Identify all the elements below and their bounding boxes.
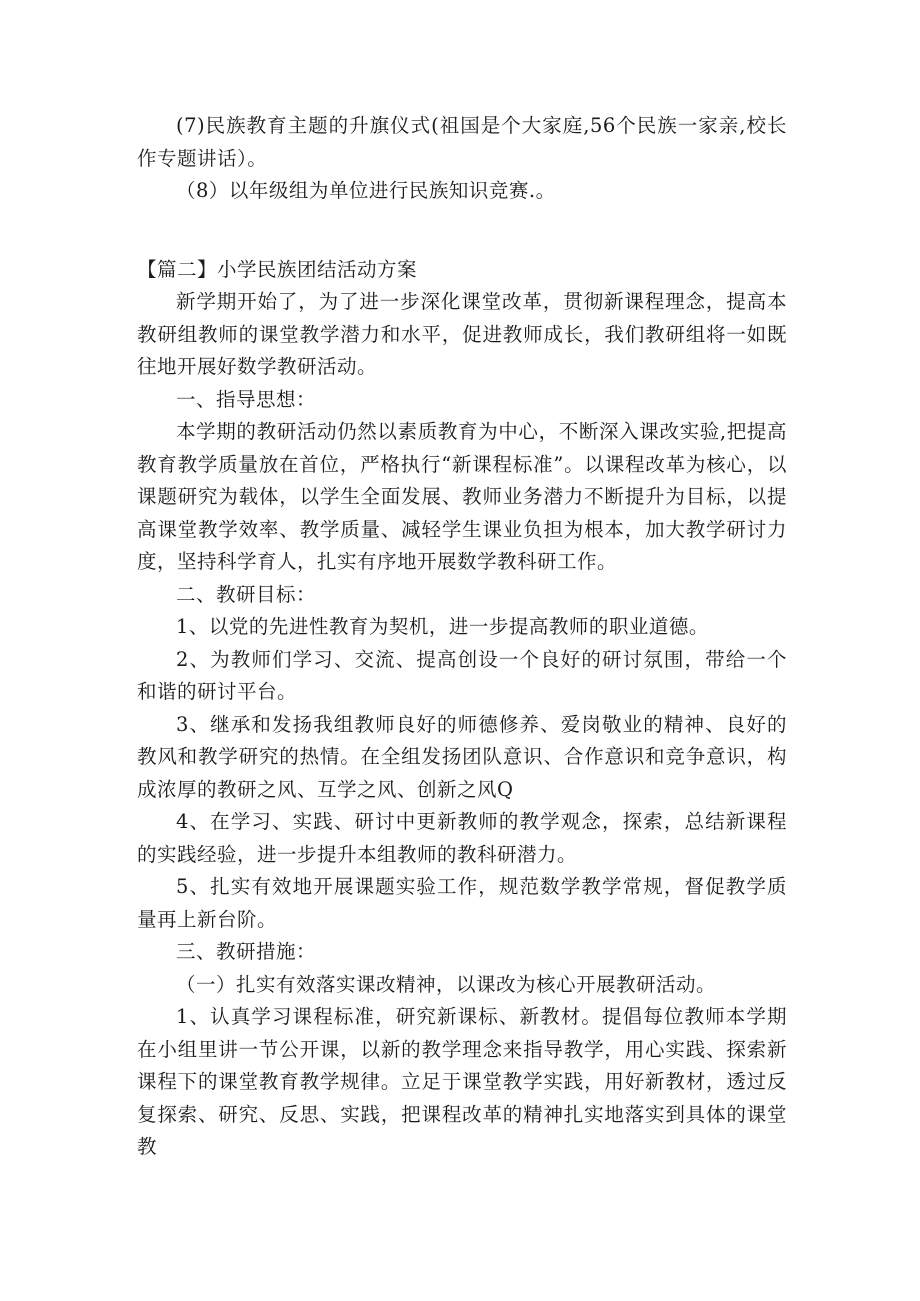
heading-research-goals: 二、教研目标：: [176, 582, 317, 606]
paragraph-item-8: （8）以年级组为单位进行民族知识竞赛.。: [176, 179, 556, 202]
goal-item-2: 2、为教师们学习、交流、提高创设一个良好的研讨氛围，带给一个和谐的研讨平台。: [137, 647, 787, 703]
measure-subheading-1: （一）扎实有效落实课改精神，以课改为核心开展教研活动。: [176, 972, 717, 996]
paragraph-item-7: (7)民族教育主题的升旗仪式(祖国是个大家庭,56个民族一家亲,校长作专题讲话）。: [137, 114, 787, 170]
measure-item-1: 1、认真学习课程标准，研究新课标、新教材。提倡每位教师本学期在小组里讲一节公开课，以新的教学理念来指导教学，用心实践、探索新课程下的课堂教育教学规律。立足于课堂教学实践，用好新教材，透过反复探索、研究、反思、实践，把课程改革的精神扎实地落实到具体的课堂教: [137, 1005, 787, 1158]
section-title: 【篇二】小学民族团结活动方案: [137, 257, 418, 281]
paragraph-intro: 新学期开始了，为了进一步深化课堂改革，贯彻新课程理念，提高本教研组教师的课堂教学潜力和水平，促进教师成长，我们教研组将一如既往地开展好数学教研活动。: [137, 290, 787, 378]
heading-guiding-thought: 一、指导思想：: [176, 387, 317, 411]
goal-item-4: 4、在学习、实践、研讨中更新教师的教学观念，探索，总结新课程的实践经验，进一步提升本组教师的教科研潜力。: [137, 810, 787, 866]
paragraph-guiding-thought: 本学期的教研活动仍然以素质教育为中心，不断深入课改实验,把提高教育教学质量放在首位，严格执行“新课程标准”。以课程改革为核心，以课题研究为载体，以学生全面发展、教师业务潜力不断提升为目标，以提高课堂教学效率、教学质量、减轻学生课业负担为根本，加大教学研讨力度，坚持科学育人，扎实有序地开展数学教科研工作。: [137, 420, 787, 573]
heading-research-measures: 三、教研措施：: [176, 940, 317, 963]
goal-item-5: 5、扎实有效地开展课题实验工作，规范数学教学常规，督促教学质量再上新台阶。: [137, 875, 787, 931]
document-body: [137, 110, 787, 1164]
goal-item-3: 3、继承和发扬我组教师良好的师德修养、爱岗敬业的精神、良好的教风和教学研究的热情。在全组发扬团队意识、合作意识和竞争意识，构成浓厚的教研之风、互学之风、创新之风Q: [137, 712, 787, 801]
section-gap: [137, 208, 787, 254]
goal-item-1: 1、以党的先进性教育为契机，进一步提高教师的职业道德。: [176, 615, 709, 638]
